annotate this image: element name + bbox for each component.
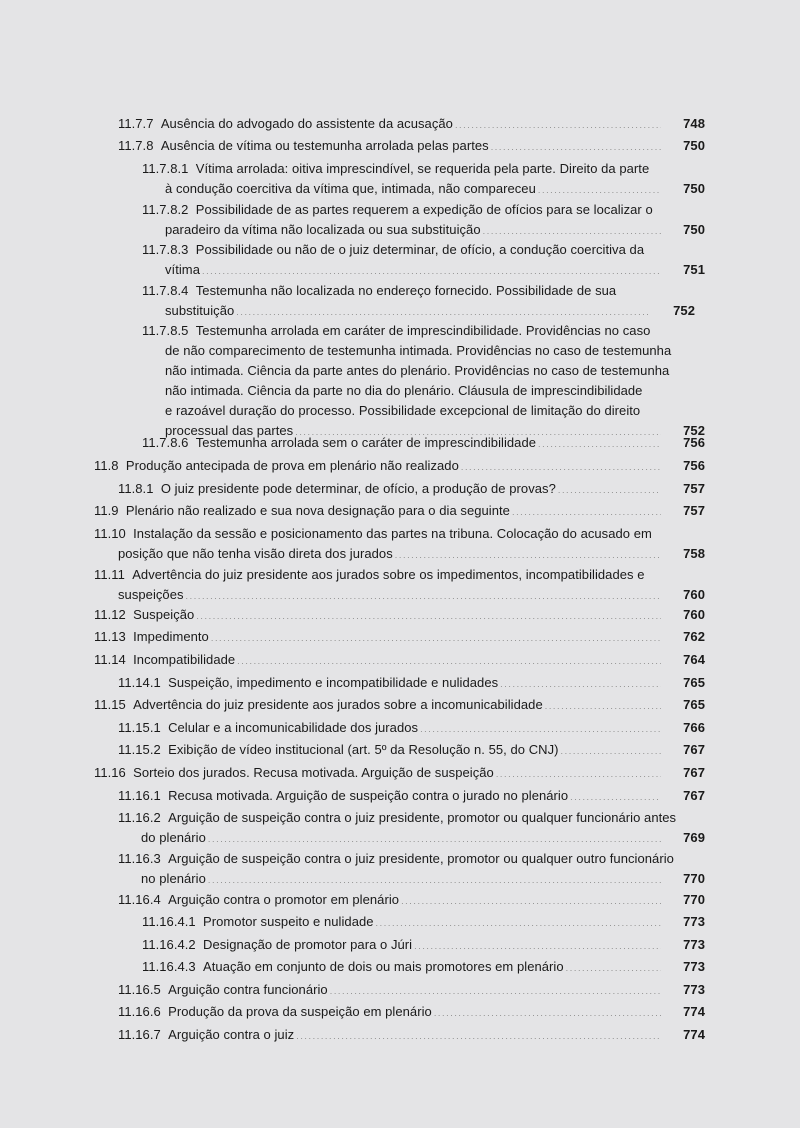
toc-entry-title: processual das partes bbox=[165, 423, 294, 438]
toc-entry[interactable] bbox=[118, 980, 705, 1000]
toc-entry[interactable] bbox=[94, 524, 705, 564]
toc-entry-title: não intimada. Ciência da parte no dia do plenário. Cláusula de imprescindibilidade bbox=[165, 383, 643, 398]
toc-entry[interactable] bbox=[118, 808, 705, 848]
toc-entry-number: 11.14.1 bbox=[118, 675, 169, 690]
toc-page-number: 767 bbox=[683, 765, 705, 780]
toc-page-number: 752 bbox=[683, 423, 705, 438]
toc-entry[interactable] bbox=[142, 159, 705, 199]
dot-leader bbox=[196, 605, 661, 625]
toc-page-number: 760 bbox=[683, 607, 705, 622]
toc-entry-number: 11.7.8.4 bbox=[142, 283, 196, 298]
toc-entry-number: 11.14 bbox=[94, 652, 134, 667]
toc-page-number: 756 bbox=[683, 435, 705, 450]
toc-entry[interactable] bbox=[118, 114, 705, 134]
toc-entry-number: 11.16.4.1 bbox=[142, 914, 204, 929]
toc-entry-number: 11.7.8.5 bbox=[142, 323, 196, 338]
toc-entry-title: no plenário bbox=[141, 871, 206, 886]
dot-leader bbox=[237, 650, 661, 670]
toc-page-number: 767 bbox=[683, 742, 705, 757]
toc-entry[interactable] bbox=[94, 695, 705, 715]
dot-leader bbox=[330, 980, 661, 1000]
toc-entry-title: Recusa motivada. Arguição de suspeição contra o jurado no plenário bbox=[168, 788, 569, 803]
dot-leader bbox=[561, 740, 661, 760]
toc-entry-title: Arguição de suspeição contra o juiz presidente, promotor ou qualquer funcionário antes bbox=[168, 810, 677, 825]
toc-entry-title: Suspeição, impedimento e incompatibilidade e nulidades bbox=[168, 675, 499, 690]
toc-entry[interactable] bbox=[142, 321, 705, 441]
toc-entry[interactable] bbox=[118, 786, 705, 806]
toc-entry-number: 11.16.1 bbox=[118, 788, 169, 803]
toc-entry-title: Impedimento bbox=[133, 629, 209, 644]
toc-page-number: 756 bbox=[683, 458, 705, 473]
toc-entry-title: do plenário bbox=[141, 830, 206, 845]
dot-leader bbox=[566, 957, 661, 977]
toc-entry[interactable] bbox=[142, 200, 705, 240]
toc-page-number: 760 bbox=[683, 587, 705, 602]
dot-leader bbox=[491, 136, 661, 156]
toc-entry-title: Testemunha não localizada no endereço fornecido. Possibilidade de sua bbox=[195, 283, 617, 298]
toc-page-number: 773 bbox=[683, 959, 705, 974]
toc-page-number: 750 bbox=[683, 138, 705, 153]
toc-entry-title: substituição bbox=[165, 303, 235, 318]
toc-entry-title: Arguição contra funcionário bbox=[168, 982, 328, 997]
toc-entry[interactable] bbox=[94, 501, 705, 521]
toc-page-number: 762 bbox=[683, 629, 705, 644]
toc-entry-number: 11.16.4 bbox=[118, 892, 169, 907]
toc-page-number: 770 bbox=[683, 892, 705, 907]
toc-entry-title: paradeiro da vítima não localizada ou sua substituição bbox=[165, 222, 481, 237]
toc-entry[interactable] bbox=[142, 240, 705, 280]
toc-entry[interactable] bbox=[118, 1025, 705, 1045]
toc-entry-number: 11.7.8.3 bbox=[142, 242, 196, 257]
toc-entry-title: Testemunha arrolada em caráter de imprescindibilidade. Providências no caso bbox=[195, 323, 651, 338]
toc-entry[interactable] bbox=[94, 565, 705, 605]
toc-entry[interactable] bbox=[142, 281, 705, 321]
toc-entry-title: Testemunha arrolada sem o caráter de imprescindibilidade bbox=[195, 435, 537, 450]
toc-entry-number: 11.16.7 bbox=[118, 1027, 169, 1042]
toc-page-number: 767 bbox=[683, 788, 705, 803]
toc-entry-title: Arguição contra o promotor em plenário bbox=[168, 892, 400, 907]
dot-leader bbox=[538, 179, 661, 199]
toc-entry-number: 11.7.8.6 bbox=[142, 435, 196, 450]
toc-page-number: 769 bbox=[683, 830, 705, 845]
dot-leader bbox=[395, 544, 661, 564]
toc-page-number: 765 bbox=[683, 675, 705, 690]
toc-entry-number: 11.15.1 bbox=[118, 720, 169, 735]
dot-leader bbox=[208, 828, 661, 848]
toc-page-number: 773 bbox=[683, 982, 705, 997]
toc-entry-title: Advertência do juiz presidente aos jurados sobre a incomunicabilidade bbox=[133, 697, 543, 712]
toc-page-number: 774 bbox=[683, 1027, 705, 1042]
toc-entry[interactable] bbox=[94, 605, 705, 625]
toc-page-number: 752 bbox=[673, 303, 695, 318]
toc-entry-title: suspeições bbox=[118, 587, 184, 602]
dot-leader bbox=[236, 301, 651, 321]
toc-entry[interactable] bbox=[142, 957, 705, 977]
toc-entry-title: Atuação em conjunto de dois ou mais promotores em plenário bbox=[203, 959, 564, 974]
toc-entry-title: Arguição contra o juiz bbox=[168, 1027, 295, 1042]
dot-leader bbox=[558, 479, 661, 499]
dot-leader bbox=[296, 1025, 661, 1045]
dot-leader bbox=[461, 456, 661, 476]
toc-entry-number: 11.16.3 bbox=[118, 851, 169, 866]
dot-leader bbox=[376, 912, 661, 932]
toc-entry-title: Designação de promotor para o Júri bbox=[203, 937, 413, 952]
toc-page-number: 750 bbox=[683, 181, 705, 196]
toc-entry-title: Exibição de vídeo institucional (art. 5º da Resolução n. 55, do CNJ) bbox=[168, 742, 559, 757]
toc-page-number: 773 bbox=[683, 937, 705, 952]
toc-entry-title: O juiz presidente pode determinar, de ofício, a produção de provas? bbox=[160, 481, 556, 496]
toc-entry-number: 11.7.8.1 bbox=[142, 161, 196, 176]
toc-entry-title: Suspeição bbox=[133, 607, 195, 622]
toc-entry-title: Possibilidade de as partes requerem a expedição de ofícios para se localizar o bbox=[195, 202, 653, 217]
toc-entry-number: 11.16.4.3 bbox=[142, 959, 204, 974]
toc-page-number: 758 bbox=[683, 546, 705, 561]
dot-leader bbox=[401, 890, 661, 910]
dot-leader bbox=[512, 501, 661, 521]
toc-entry[interactable] bbox=[142, 935, 705, 955]
toc-entry-number: 11.8 bbox=[94, 458, 126, 473]
toc-entry-title: de não comparecimento de testemunha intimada. Providências no caso de testemunha bbox=[165, 343, 672, 358]
toc-page-number: 757 bbox=[683, 481, 705, 496]
toc-entry-title: Vítima arrolada: oitiva imprescindível, se requerida pela parte. Direito da parte bbox=[195, 161, 650, 176]
toc-entry[interactable] bbox=[94, 627, 705, 647]
toc-entry-number: 11.16.6 bbox=[118, 1004, 169, 1019]
toc-entry-number: 11.13 bbox=[94, 629, 134, 644]
toc-page-number: 765 bbox=[683, 697, 705, 712]
toc-entry[interactable] bbox=[118, 718, 705, 738]
toc-entry[interactable] bbox=[142, 912, 705, 932]
toc-entry[interactable] bbox=[142, 433, 705, 453]
toc-page-number: 766 bbox=[683, 720, 705, 735]
toc-entry-title: vítima bbox=[165, 262, 200, 277]
toc-entry[interactable] bbox=[118, 1002, 705, 1022]
toc-entry-title: posição que não tenha visão direta dos jurados bbox=[118, 546, 393, 561]
toc-entry[interactable] bbox=[94, 456, 705, 476]
toc-entry-number: 11.12 bbox=[94, 607, 134, 622]
toc-entry-title: Arguição de suspeição contra o juiz presidente, promotor ou qualquer outro funcionário bbox=[168, 851, 674, 866]
toc-entry[interactable] bbox=[94, 763, 705, 783]
toc-entry-title: Sorteio dos jurados. Recusa motivada. Arguição de suspeição bbox=[133, 765, 494, 780]
toc-entry[interactable] bbox=[94, 650, 705, 670]
toc-entry-title: Celular e a incomunicabilidade dos jurados bbox=[168, 720, 419, 735]
dot-leader bbox=[414, 935, 661, 955]
toc-page-number: 774 bbox=[683, 1004, 705, 1019]
dot-leader bbox=[545, 695, 661, 715]
toc-entry-number: 11.16.2 bbox=[118, 810, 169, 825]
toc-entry-title: Possibilidade ou não de o juiz determinar, de ofício, a condução coercitiva da bbox=[195, 242, 645, 257]
toc-page-number: 748 bbox=[683, 116, 705, 131]
toc-page-number: 750 bbox=[683, 222, 705, 237]
toc-entry-number: 11.16.4.2 bbox=[142, 937, 204, 952]
toc-entry[interactable] bbox=[118, 479, 705, 499]
toc-entry[interactable] bbox=[118, 136, 705, 156]
toc-entry-number: 11.15 bbox=[94, 697, 134, 712]
toc-page-number: 764 bbox=[683, 652, 705, 667]
toc-entry-title: Incompatibilidade bbox=[133, 652, 236, 667]
toc-entry[interactable] bbox=[118, 890, 705, 910]
toc-entry-title: Ausência do advogado do assistente da acusação bbox=[160, 116, 453, 131]
toc-entry-number: 11.16.5 bbox=[118, 982, 169, 997]
toc-entry-title: Produção da prova da suspeição em plenário bbox=[168, 1004, 432, 1019]
toc-entry-number: 11.10 bbox=[94, 526, 134, 541]
toc-page-number: 751 bbox=[683, 262, 705, 277]
toc-entry-number: 11.8.1 bbox=[118, 481, 161, 496]
toc-entry[interactable] bbox=[118, 673, 705, 693]
toc-entry-number: 11.16 bbox=[94, 765, 134, 780]
toc-entry-title: Plenário não realizado e sua nova designação para o dia seguinte bbox=[125, 503, 510, 518]
toc-entry-title: Produção antecipada de prova em plenário não realizado bbox=[125, 458, 459, 473]
dot-leader bbox=[208, 869, 661, 889]
dot-leader bbox=[496, 763, 661, 783]
dot-leader bbox=[483, 220, 661, 240]
toc-entry-title: e razoável duração do processo. Possibilidade excepcional de limitação do direito bbox=[165, 403, 641, 418]
toc-entry-title: Advertência do juiz presidente aos jurados sobre os impedimentos, incompatibilidades e bbox=[132, 567, 645, 582]
dot-leader bbox=[211, 627, 661, 647]
toc-entry-number: 11.15.2 bbox=[118, 742, 169, 757]
dot-leader bbox=[538, 433, 661, 453]
dot-leader bbox=[186, 585, 661, 605]
toc-entry-number: 11.7.7 bbox=[118, 116, 161, 131]
toc-page-number: 770 bbox=[683, 871, 705, 886]
toc-entry-number: 11.7.8.2 bbox=[142, 202, 196, 217]
dot-leader bbox=[434, 1002, 661, 1022]
toc-entry-title: Ausência de vítima ou testemunha arrolada pelas partes bbox=[160, 138, 489, 153]
toc-page-number: 757 bbox=[683, 503, 705, 518]
toc-entry-title: Instalação da sessão e posicionamento das partes na tribuna. Colocação do acusado em bbox=[133, 526, 652, 541]
toc-entry[interactable] bbox=[118, 849, 705, 889]
dot-leader bbox=[500, 673, 661, 693]
toc-entry[interactable] bbox=[118, 740, 705, 760]
dot-leader bbox=[420, 718, 661, 738]
toc-entry-title: à condução coercitiva da vítima que, intimada, não compareceu bbox=[165, 181, 536, 196]
dot-leader bbox=[202, 260, 661, 280]
toc-entry-number: 11.9 bbox=[94, 503, 126, 518]
toc-entry-title: Promotor suspeito e nulidade bbox=[203, 914, 374, 929]
dot-leader bbox=[570, 786, 661, 806]
toc-entry-number: 11.7.8 bbox=[118, 138, 161, 153]
toc-entry-title: não intimada. Ciência da parte antes do plenário. Providências no caso de testemunha bbox=[165, 363, 670, 378]
toc-entry-number: 11.11 bbox=[94, 567, 133, 582]
toc-page-number: 773 bbox=[683, 914, 705, 929]
dot-leader bbox=[455, 114, 661, 134]
